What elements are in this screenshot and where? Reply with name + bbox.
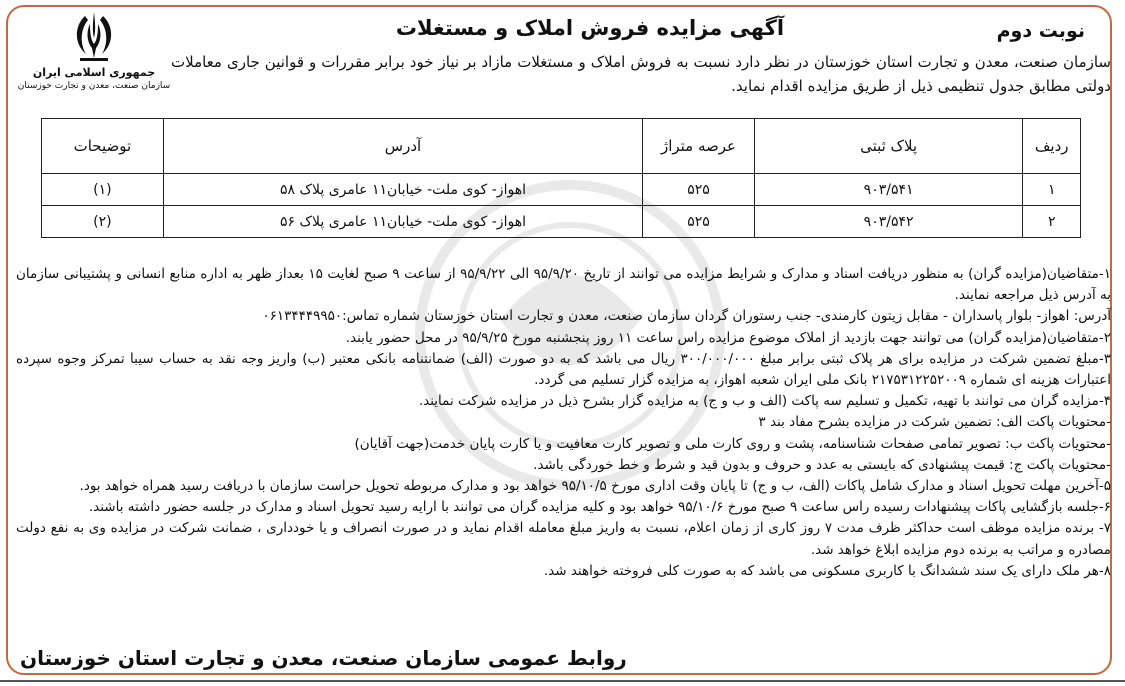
condition-item: -محتویات پاکت ج: قیمت پیشنهادی که بایستی به عدد و حروف و بدون قید و شرط و خط خوردگی باشد. xyxy=(533,456,1111,473)
page-title: آگهی مزایده فروش املاک و مستغلات xyxy=(395,16,785,40)
cell-row-number: ۲ xyxy=(1023,206,1081,238)
cell-notes: (۱) xyxy=(42,174,164,206)
cell-plate: ۹۰۳/۵۴۲ xyxy=(754,206,1023,238)
cell-address: اهواز- کوی ملت- خیابان۱۱ عامری پلاک ۵۶ xyxy=(163,206,642,238)
condition-item: -محتویات پاکت ب: تصویر تمامی صفحات شناسنامه، پشت و روی کارت ملی و تصویر کارت معافیت و یا کارت پایان خدمت(جهت آقایان) xyxy=(354,435,1111,452)
emblem-block xyxy=(14,8,174,91)
condition-item: آدرس: اهواز- بلوار پاسداران - مقابل زیتون کارمندی- جنب رستوران گردان سازمان صنعت، معدن و تجارت استان خوزستان شماره تماس:۰۶۱۳۴۴۴۹۹۵۰ xyxy=(262,308,1111,325)
header-row-number: ردیف xyxy=(1023,119,1081,174)
conditions-list xyxy=(16,264,1111,582)
emblem-country-label: جمهوری اسلامی ایران xyxy=(32,66,156,79)
cell-notes: (۲) xyxy=(42,206,164,238)
cell-address: اهواز- کوی ملت- خیابان۱۱ عامری پلاک ۵۸ xyxy=(163,174,642,206)
condition-item: ۷- برنده مزایده موظف است حداکثر ظرف مدت ۷ روز کاری از زمان اعلام، نسبت به واریز مبلغ معامله اقدام نماید و در صورت انصراف و یا خودداری ، ضمانت شرکت در مزایده وی به نفع دولت مصادره و مراتب به برنده دوم مزایده ابلاغ خواهد شد. xyxy=(16,520,1111,558)
condition-item: ۸-هر ملک دارای یک سند ششدانگ با کاربری مسکونی می باشد که به صورت کلی فروخته خواهند شد. xyxy=(543,562,1111,579)
header-plate: پلاک ثبتی xyxy=(754,119,1023,174)
header-address: آدرس xyxy=(163,119,642,174)
property-table xyxy=(41,118,1081,238)
cell-plate: ۹۰۳/۵۴۱ xyxy=(754,174,1023,206)
cell-row-number: ۱ xyxy=(1023,174,1081,206)
table-row xyxy=(42,174,1081,206)
table-row xyxy=(42,206,1081,238)
cell-area: ۵۲۵ xyxy=(643,206,755,238)
condition-item: ۶-جلسه بازگشایی پاکات پیشنهادات رسیده راس ساعت ۹ صبح مورخ ۹۵/۱۰/۶ خواهد بود و کلیه مزایده گران می توانند با ارایه رسید تحویل اسناد و مدارک در جلسه حضور داشته باشند. xyxy=(88,499,1111,516)
cell-area: ۵۲۵ xyxy=(643,174,755,206)
condition-item: ۲-متقاضیان(مزایده گران) می توانند جهت بازدید از املاک موضوع مزایده راس ساعت ۱۱ روز پنجشنبه مورخ ۹۵/۹/۲۵ در محل حضور یابند. xyxy=(345,329,1111,346)
footer-signature: روابط عمومی سازمان صنعت، معدن و تجارت استان خوزستان xyxy=(20,646,627,670)
condition-item: ۱-متقاضیان(مزایده گران) به منظور دریافت اسناد و مدارک و شرایط مزایده می توانند از تاریخ ۹۵/۹/۲۰ الی ۹۵/۹/۲۲ از ساعت ۹ صبح لغایت ۱۵ بعداز ظهر به اداره منابع انسانی و پشتیبانی سازمان به آدرس ذیل مراجعه نمایند. xyxy=(16,266,1111,304)
iran-emblem-icon xyxy=(66,8,122,64)
header-notes: توضیحات xyxy=(42,119,164,174)
bottom-rule xyxy=(0,680,1125,682)
emblem-org-label: سازمان صنعت، معدن و تجارت خوزستان xyxy=(17,81,171,91)
condition-item: ۴-مزایده گران می توانند با تهیه، تکمیل و تسلیم سه پاکت (الف و ب و ج) به مزایده گزار بشرح ذیل در مزایده شرکت نمایند. xyxy=(418,393,1111,410)
condition-item: ۳-مبلغ تضمین شرکت در مزایده برای هر پلاک ثبتی برابر مبلغ ۳۰۰/۰۰۰/۰۰۰ ریال می باشد که به دو صورت (الف) ضمانتنامه بانکی معتبر (ب) واریز وجه نقد به حساب سیبا تمرکز وجوه سپرده اعتبارات هزینه ای شماره ۲۱۷۵۳۱۲۲۵۲۰۰۹ بانک ملی ایران شعبه اهواز، به مزایده گزار تسلیم می گردد. xyxy=(16,350,1111,389)
condition-item: ۵-آخرین مهلت تحویل اسناد و مدارک شامل پاکات (الف، ب و ج) تا پایان وقت اداری مورخ ۹۵/۱۰/۵ خواهد بود و مدارک مربوطه تحویل حراست سازمان با دریافت رسید همراه خواهد بود. xyxy=(79,478,1111,495)
condition-item: -محتویات پاکت الف: تضمین شرکت در مزایده بشرح مفاد بند ۳ xyxy=(758,414,1111,431)
table-header-row xyxy=(42,119,1081,174)
intro-paragraph: سازمان صنعت، معدن و تجارت استان خوزستان در نظر دارد نسبت به فروش املاک و مستغلات مازاد بر نیاز خود برابر مقررات و قوانین جاری معاملات دولتی مطابق جدول تنظیمی ذیل از طریق مزایده اقدام نماید. xyxy=(171,53,1111,95)
header-area: عرصه متراژ xyxy=(643,119,755,174)
notice-round-label: نوبت دوم xyxy=(996,20,1085,42)
